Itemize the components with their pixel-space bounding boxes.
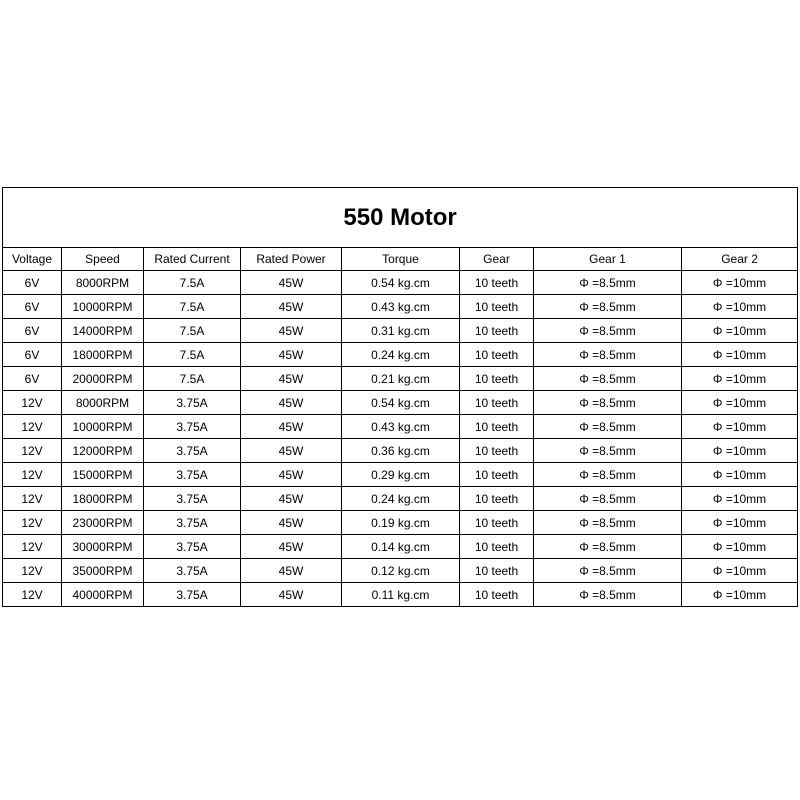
cell-voltage: 6V — [3, 343, 62, 367]
column-header-voltage: Voltage — [3, 248, 62, 271]
table-row — [3, 319, 798, 343]
cell-torque: 0.24 kg.cm — [342, 343, 460, 367]
cell-voltage: 12V — [3, 487, 62, 511]
cell-voltage: 6V — [3, 295, 62, 319]
cell-torque: 0.36 kg.cm — [342, 439, 460, 463]
cell-gear-1: Φ =8.5mm — [534, 583, 682, 607]
cell-gear-1: Φ =8.5mm — [534, 487, 682, 511]
header-row — [3, 248, 798, 271]
cell-gear-1: Φ =8.5mm — [534, 511, 682, 535]
cell-rated-power: 45W — [241, 511, 342, 535]
cell-gear-2: Φ =10mm — [682, 415, 798, 439]
table-row — [3, 415, 798, 439]
cell-torque: 0.31 kg.cm — [342, 319, 460, 343]
cell-speed: 18000RPM — [62, 343, 144, 367]
cell-rated-current: 7.5A — [144, 271, 241, 295]
cell-torque: 0.43 kg.cm — [342, 295, 460, 319]
cell-rated-current: 3.75A — [144, 487, 241, 511]
cell-gear-2: Φ =10mm — [682, 463, 798, 487]
cell-speed: 40000RPM — [62, 583, 144, 607]
cell-gear-1: Φ =8.5mm — [534, 367, 682, 391]
cell-voltage: 12V — [3, 439, 62, 463]
cell-rated-power: 45W — [241, 343, 342, 367]
cell-voltage: 6V — [3, 271, 62, 295]
cell-gear: 10 teeth — [460, 343, 534, 367]
cell-rated-power: 45W — [241, 415, 342, 439]
cell-voltage: 12V — [3, 391, 62, 415]
cell-speed: 20000RPM — [62, 367, 144, 391]
table-row — [3, 367, 798, 391]
cell-speed: 10000RPM — [62, 295, 144, 319]
cell-gear-2: Φ =10mm — [682, 295, 798, 319]
cell-rated-power: 45W — [241, 319, 342, 343]
cell-rated-current: 7.5A — [144, 343, 241, 367]
cell-voltage: 6V — [3, 367, 62, 391]
cell-gear-2: Φ =10mm — [682, 487, 798, 511]
table-row — [3, 439, 798, 463]
cell-torque: 0.54 kg.cm — [342, 271, 460, 295]
table-row — [3, 271, 798, 295]
cell-rated-power: 45W — [241, 295, 342, 319]
cell-rated-current: 3.75A — [144, 415, 241, 439]
cell-torque: 0.12 kg.cm — [342, 559, 460, 583]
cell-torque: 0.19 kg.cm — [342, 511, 460, 535]
column-header-gear-1: Gear 1 — [534, 248, 682, 271]
cell-speed: 30000RPM — [62, 535, 144, 559]
column-header-rated-current: Rated Current — [144, 248, 241, 271]
cell-rated-current: 3.75A — [144, 391, 241, 415]
cell-torque: 0.43 kg.cm — [342, 415, 460, 439]
cell-gear-1: Φ =8.5mm — [534, 415, 682, 439]
cell-gear: 10 teeth — [460, 319, 534, 343]
cell-gear-1: Φ =8.5mm — [534, 343, 682, 367]
cell-rated-current: 3.75A — [144, 463, 241, 487]
cell-speed: 14000RPM — [62, 319, 144, 343]
cell-gear-2: Φ =10mm — [682, 271, 798, 295]
cell-torque: 0.29 kg.cm — [342, 463, 460, 487]
table-row — [3, 295, 798, 319]
cell-voltage: 6V — [3, 319, 62, 343]
cell-speed: 12000RPM — [62, 439, 144, 463]
cell-speed: 8000RPM — [62, 271, 144, 295]
table-row — [3, 535, 798, 559]
motor-spec-table — [2, 187, 798, 607]
cell-torque: 0.21 kg.cm — [342, 367, 460, 391]
cell-voltage: 12V — [3, 511, 62, 535]
cell-gear: 10 teeth — [460, 295, 534, 319]
cell-rated-current: 3.75A — [144, 559, 241, 583]
cell-gear: 10 teeth — [460, 535, 534, 559]
cell-torque: 0.14 kg.cm — [342, 535, 460, 559]
cell-voltage: 12V — [3, 463, 62, 487]
cell-gear-2: Φ =10mm — [682, 511, 798, 535]
cell-gear-1: Φ =8.5mm — [534, 535, 682, 559]
cell-speed: 10000RPM — [62, 415, 144, 439]
cell-gear-1: Φ =8.5mm — [534, 463, 682, 487]
cell-gear: 10 teeth — [460, 559, 534, 583]
cell-voltage: 12V — [3, 535, 62, 559]
table-title: 550 Motor — [3, 188, 798, 248]
cell-rated-power: 45W — [241, 535, 342, 559]
cell-rated-power: 45W — [241, 463, 342, 487]
cell-gear-2: Φ =10mm — [682, 439, 798, 463]
cell-rated-current: 7.5A — [144, 367, 241, 391]
column-header-torque: Torque — [342, 248, 460, 271]
table-row — [3, 463, 798, 487]
cell-gear: 10 teeth — [460, 511, 534, 535]
table-row — [3, 487, 798, 511]
cell-gear-1: Φ =8.5mm — [534, 559, 682, 583]
cell-rated-power: 45W — [241, 367, 342, 391]
cell-rated-current: 3.75A — [144, 439, 241, 463]
column-header-gear: Gear — [460, 248, 534, 271]
title-row — [3, 188, 798, 248]
cell-rated-power: 45W — [241, 271, 342, 295]
cell-torque: 0.54 kg.cm — [342, 391, 460, 415]
cell-gear-2: Φ =10mm — [682, 343, 798, 367]
cell-voltage: 12V — [3, 583, 62, 607]
table-row — [3, 391, 798, 415]
cell-gear-1: Φ =8.5mm — [534, 439, 682, 463]
cell-rated-power: 45W — [241, 559, 342, 583]
column-header-gear-2: Gear 2 — [682, 248, 798, 271]
table-row — [3, 583, 798, 607]
cell-gear-2: Φ =10mm — [682, 391, 798, 415]
cell-gear-1: Φ =8.5mm — [534, 319, 682, 343]
cell-gear-2: Φ =10mm — [682, 319, 798, 343]
cell-rated-current: 3.75A — [144, 535, 241, 559]
cell-gear-1: Φ =8.5mm — [534, 271, 682, 295]
cell-speed: 23000RPM — [62, 511, 144, 535]
cell-gear-2: Φ =10mm — [682, 559, 798, 583]
cell-speed: 35000RPM — [62, 559, 144, 583]
cell-gear-2: Φ =10mm — [682, 367, 798, 391]
cell-gear-1: Φ =8.5mm — [534, 295, 682, 319]
cell-gear: 10 teeth — [460, 583, 534, 607]
cell-gear-2: Φ =10mm — [682, 583, 798, 607]
cell-rated-power: 45W — [241, 487, 342, 511]
cell-gear: 10 teeth — [460, 271, 534, 295]
cell-gear: 10 teeth — [460, 439, 534, 463]
table-row — [3, 511, 798, 535]
cell-gear: 10 teeth — [460, 415, 534, 439]
cell-torque: 0.24 kg.cm — [342, 487, 460, 511]
cell-rated-current: 3.75A — [144, 511, 241, 535]
cell-gear: 10 teeth — [460, 367, 534, 391]
cell-gear-2: Φ =10mm — [682, 535, 798, 559]
cell-gear: 10 teeth — [460, 487, 534, 511]
cell-rated-current: 3.75A — [144, 583, 241, 607]
cell-speed: 15000RPM — [62, 463, 144, 487]
table-row — [3, 343, 798, 367]
cell-rated-power: 45W — [241, 391, 342, 415]
column-header-rated-power: Rated Power — [241, 248, 342, 271]
cell-voltage: 12V — [3, 415, 62, 439]
cell-gear: 10 teeth — [460, 391, 534, 415]
cell-rated-power: 45W — [241, 439, 342, 463]
table-row — [3, 559, 798, 583]
cell-gear: 10 teeth — [460, 463, 534, 487]
column-header-speed: Speed — [62, 248, 144, 271]
cell-rated-power: 45W — [241, 583, 342, 607]
cell-gear-1: Φ =8.5mm — [534, 391, 682, 415]
cell-speed: 18000RPM — [62, 487, 144, 511]
cell-torque: 0.11 kg.cm — [342, 583, 460, 607]
cell-rated-current: 7.5A — [144, 319, 241, 343]
cell-rated-current: 7.5A — [144, 295, 241, 319]
cell-voltage: 12V — [3, 559, 62, 583]
cell-speed: 8000RPM — [62, 391, 144, 415]
